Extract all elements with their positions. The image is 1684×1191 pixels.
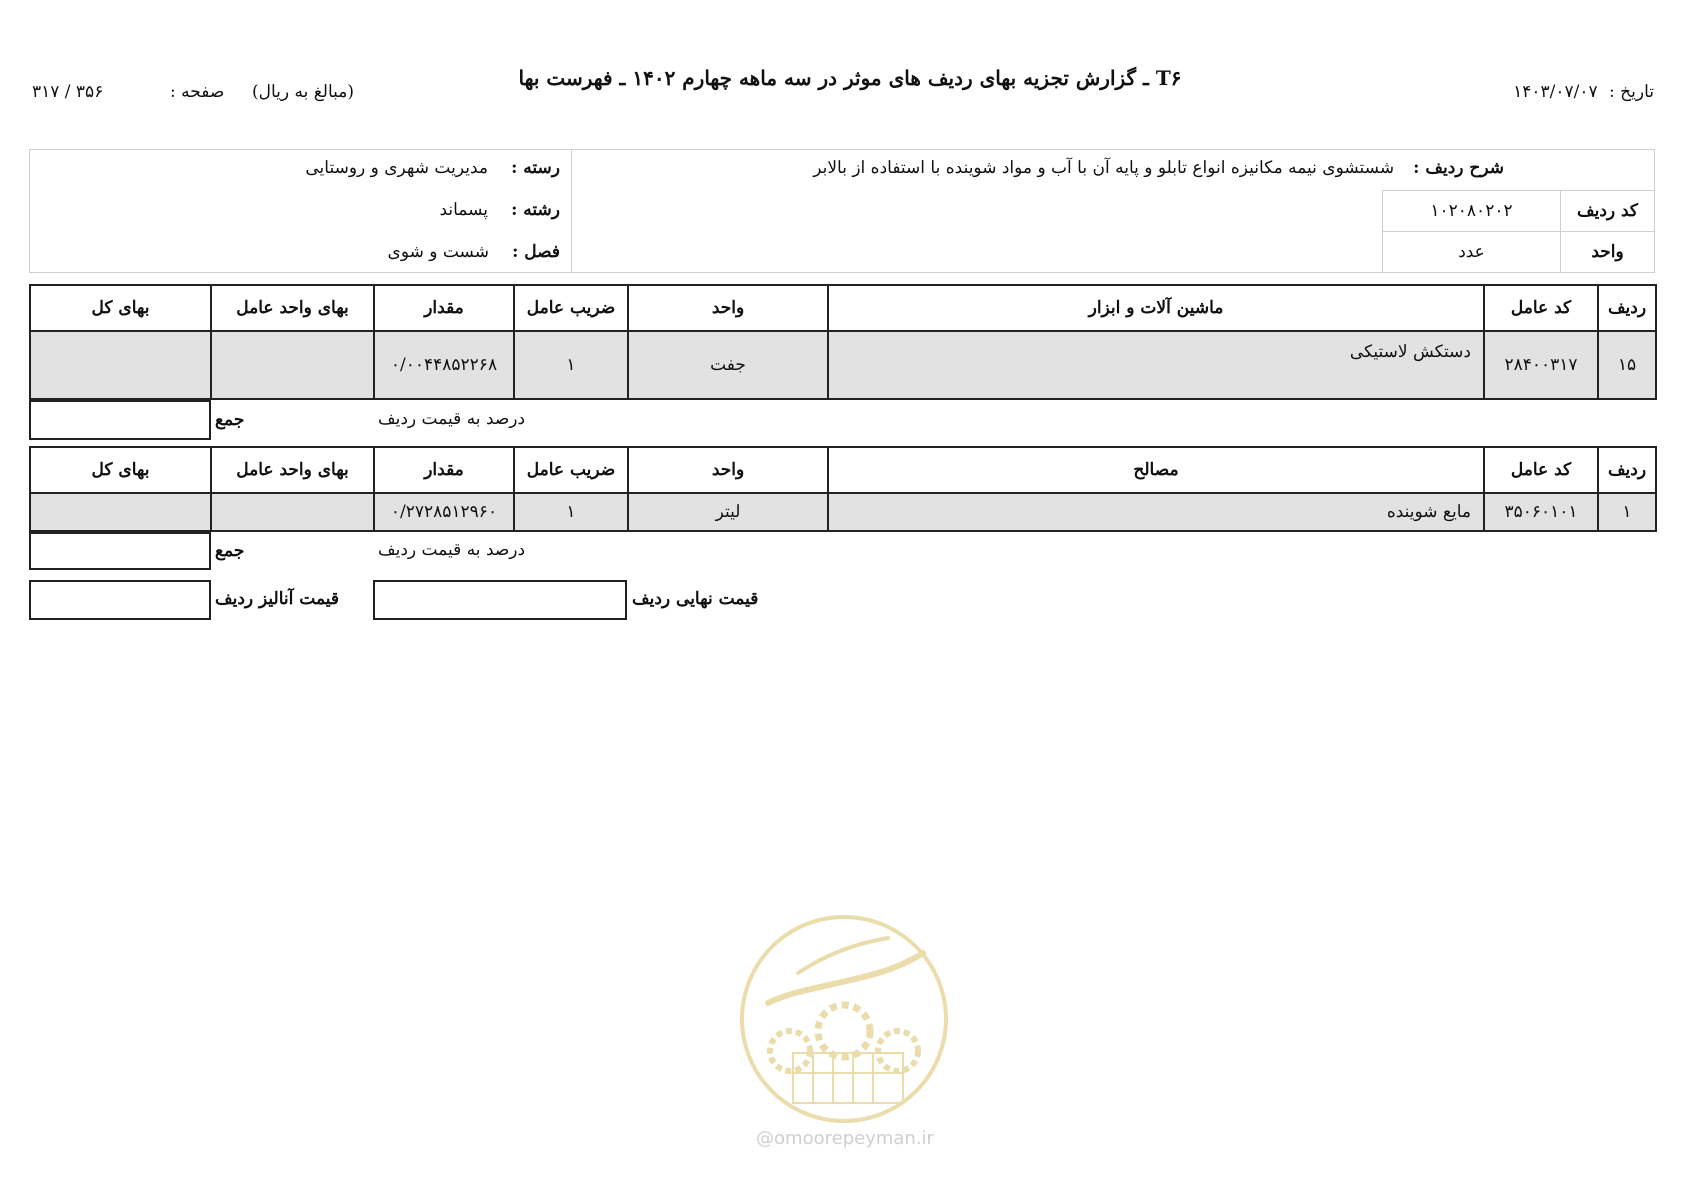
machinery-sum-box [29, 400, 211, 440]
category-row [272, 158, 560, 178]
col-factor-header: ضریب عامل [514, 447, 628, 493]
row-code-value-cell [1382, 190, 1561, 232]
chapter-value: شست و شوی [387, 242, 489, 262]
cell-code: ۲۸۴۰۰۳۱۷ [1484, 331, 1598, 399]
col-factor-header: ضریب عامل [514, 285, 628, 331]
col-qty-header: مقدار [374, 447, 514, 493]
col-unit-price-header: بهای واحد عامل [211, 285, 374, 331]
field-value: پسماند [439, 200, 488, 220]
analysis-price-label: قیمت آنالیز ردیف [215, 589, 340, 609]
cell-factor: ۱ [514, 493, 628, 531]
col-code-header: کد عامل [1484, 285, 1598, 331]
cell-row: ۱۵ [1598, 331, 1656, 399]
report-title: T۶ ـ گزارش تجزیه بهای ردیف های موثر در سه ماهه چهارم ۱۴۰۲ ـ فهرست بها [518, 66, 1182, 90]
machinery-sum-label: جمع [215, 410, 245, 430]
materials-table [29, 446, 1657, 532]
info-divider [571, 149, 572, 273]
cell-name: مایع شوینده [828, 493, 1484, 531]
col-total-header: بهای کل [30, 285, 211, 331]
materials-sum-box [29, 532, 211, 570]
materials-percent-note: درصد به قیمت ردیف [378, 540, 526, 560]
cell-unit: لیتر [628, 493, 828, 531]
cell-unit-price [211, 331, 374, 399]
row-unit-label-cell [1560, 231, 1655, 273]
page-label: صفحه : [170, 82, 225, 102]
cell-total [30, 331, 211, 399]
chapter-row [272, 242, 560, 262]
row-code-label-cell [1560, 190, 1655, 232]
table-row [30, 331, 1656, 399]
machinery-percent-note: درصد به قیمت ردیف [378, 409, 526, 429]
cell-qty: ۰/۰۰۴۴۸۵۲۲۶۸ [374, 331, 514, 399]
machinery-table [29, 284, 1657, 400]
cell-unit-price [211, 493, 374, 531]
row-code-value: ۱۰۲۰۸۰۲۰۲ [1430, 201, 1513, 221]
analysis-price-box [29, 580, 211, 620]
final-price-box [373, 580, 627, 620]
description-label: شرح ردیف : [1413, 158, 1504, 178]
date-value: ۱۴۰۳/۰۷/۰۷ [1513, 82, 1598, 102]
col-unit-price-header: بهای واحد عامل [211, 447, 374, 493]
materials-header-row [30, 447, 1656, 493]
table-row [30, 493, 1656, 531]
row-unit-value-cell [1382, 231, 1561, 273]
cell-total [30, 493, 211, 531]
row-code-label: کد ردیف [1576, 201, 1639, 221]
materials-sum-label: جمع [215, 541, 245, 561]
col-qty-header: مقدار [374, 285, 514, 331]
col-row-header: ردیف [1598, 447, 1656, 493]
cell-row: ۱ [1598, 493, 1656, 531]
field-label: رشته : [511, 200, 560, 220]
col-unit-header: واحد [628, 285, 828, 331]
chapter-label: فصل : [512, 242, 560, 262]
field-row [272, 200, 560, 220]
cell-factor: ۱ [514, 331, 628, 399]
category-value: مدیریت شهری و روستایی [305, 158, 488, 178]
cell-qty: ۰/۲۷۲۸۵۱۲۹۶۰ [374, 493, 514, 531]
description-row [813, 158, 1504, 178]
machinery-header-row [30, 285, 1656, 331]
cell-name: دستکش لاستیکی [828, 331, 1484, 399]
date-line [1513, 82, 1654, 102]
final-price-label: قیمت نهایی ردیف [632, 589, 759, 609]
col-row-header: ردیف [1598, 285, 1656, 331]
col-total-header: بهای کل [30, 447, 211, 493]
col-unit-header: واحد [628, 447, 828, 493]
page-number: ۳۱۷ / ۳۵۶ [32, 82, 104, 102]
col-code-header: کد عامل [1484, 447, 1598, 493]
currency-note: (مبالغ به ریال) [252, 82, 355, 102]
seal-logo-icon [738, 913, 950, 1125]
row-unit-value: عدد [1458, 242, 1485, 262]
col-name-header: مصالح [828, 447, 1484, 493]
cell-code: ۳۵۰۶۰۱۰۱ [1484, 493, 1598, 531]
cell-unit: جفت [628, 331, 828, 399]
col-name-header: ماشین آلات و ابزار [828, 285, 1484, 331]
watermark-url: @omoorepeyman.ir [756, 1128, 934, 1149]
date-label: تاریخ : [1609, 82, 1654, 102]
category-label: رسته : [511, 158, 560, 178]
row-unit-label: واحد [1591, 242, 1624, 262]
description-value: شستشوی نیمه مکانیزه انواع تابلو و پایه آن با آب و مواد شوینده با استفاده از بالابر [813, 158, 1395, 178]
